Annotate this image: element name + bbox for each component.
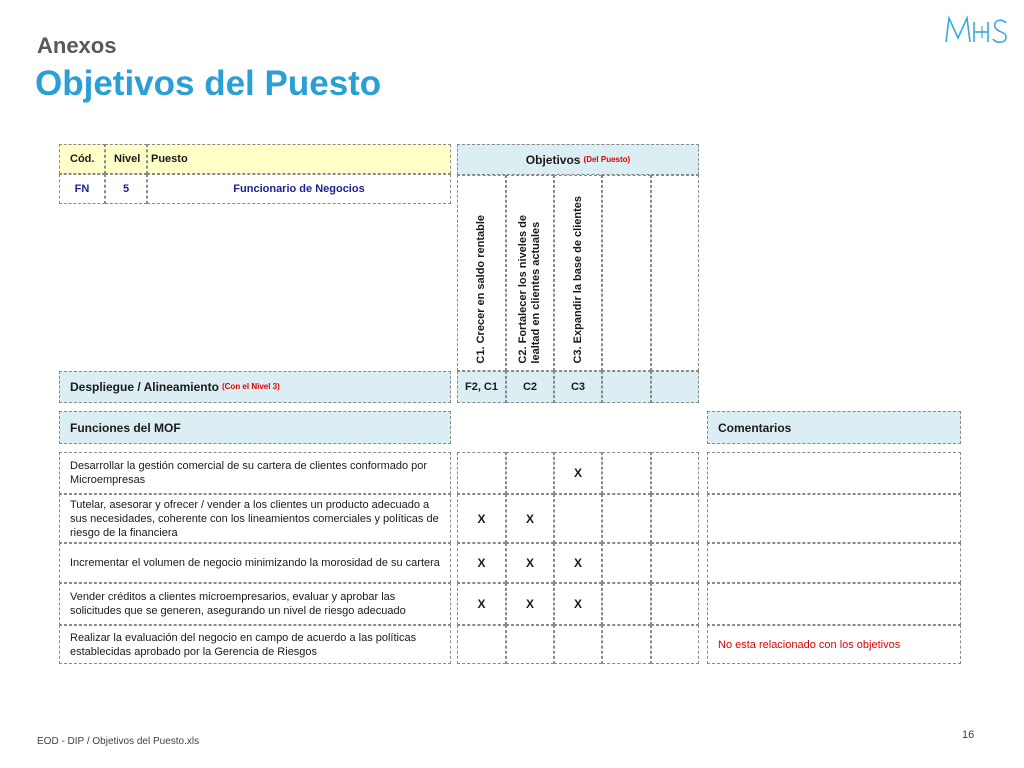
function-row-4: Vender créditos a clientes microempresarios, evaluar y aprobar las solicitudes que se generen, asegurando un nivel de riesgo adecuado [59,583,451,625]
alignment-value-5 [651,371,699,403]
objective-c3 [554,175,602,371]
mark-r5-c1 [457,625,506,664]
mark-r4-c3: X [554,583,602,625]
function-row-2: Tutelar, asesorar y ofrecer / vender a los clientes un producto adecuado a sus necesidades, coherente con los lineamientos comerciales y políticas de riesgo de la financiera [59,494,451,543]
section-title: Anexos [37,33,117,58]
mark-r1-c2 [506,452,554,494]
mark-r4-c4 [602,583,651,625]
objective-c1-label: C1. Crecer en saldo rentable [475,215,487,364]
functions-header: Funciones del MOF [59,411,451,444]
comment-row-1 [707,452,961,494]
objective-c2 [506,175,554,371]
header-code: Cód. [59,144,105,174]
page-title: Objetivos del Puesto [35,64,382,103]
mark-r2-c2: X [506,494,554,543]
mark-r1-c3: X [554,452,602,494]
mark-r4-c5 [651,583,699,625]
alignment-note: (Con el Nivel 3) [221,382,280,391]
mark-r2-c3 [554,494,602,543]
cell-code: FN [59,174,105,204]
mark-r1-c5 [651,452,699,494]
objective-c3-label: C3. Expandir la base de clientes [571,196,584,364]
objective-empty-5 [651,175,699,371]
cell-position: Funcionario de Negocios [147,174,451,204]
objective-c2-label: C2. Fortalecer los niveles de lealtad en clientes actuales [517,215,542,364]
mark-r3-c1: X [457,543,506,583]
alignment-value-1: F2, C1 [457,371,506,403]
mark-r5-c3 [554,625,602,664]
header-level: Nivel [105,144,147,174]
alignment-label: Despliegue / Alineamiento [70,380,219,394]
footer-source: EOD - DIP / Objetivos del Puesto.xls [37,736,200,747]
mark-r5-c5 [651,625,699,664]
alignment-value-3: C3 [554,371,602,403]
objective-c1 [457,175,506,371]
objectives-note: (Del Puesto) [583,155,631,164]
mark-r2-c4 [602,494,651,543]
comments-header: Comentarios [707,411,961,444]
header-position: Puesto [147,144,451,174]
function-row-1: Desarrollar la gestión comercial de su cartera de clientes conformado por Microempresas [59,452,451,494]
mark-r5-c4 [602,625,651,664]
mark-r1-c1 [457,452,506,494]
mark-r3-c4 [602,543,651,583]
function-row-3: Incrementar el volumen de negocio minimizando la morosidad de su cartera [59,543,451,583]
mark-r2-c1: X [457,494,506,543]
mark-r3-c5 [651,543,699,583]
alignment-label-cell [59,371,451,403]
page-number: 16 [962,729,975,741]
alignment-value-4 [602,371,651,403]
objective-empty-4 [602,175,651,371]
objectives-title: Objetivos [525,152,581,167]
comment-row-5: No esta relacionado con los objetivos [707,625,961,664]
mark-r5-c2 [506,625,554,664]
comment-row-2 [707,494,961,543]
mark-r4-c1: X [457,583,506,625]
comment-row-3 [707,543,961,583]
cell-level: 5 [105,174,147,204]
mark-r4-c2: X [506,583,554,625]
function-row-5: Realizar la evaluación del negocio en campo de acuerdo a las políticas establecidas aprobado por la Gerencia de Riesgos [59,625,451,664]
mhs-logo [944,12,1010,46]
mark-r2-c5 [651,494,699,543]
alignment-value-2: C2 [506,371,554,403]
objectives-header [457,144,699,175]
mark-r3-c3: X [554,543,602,583]
mark-r3-c2: X [506,543,554,583]
comment-row-4 [707,583,961,625]
mark-r1-c4 [602,452,651,494]
